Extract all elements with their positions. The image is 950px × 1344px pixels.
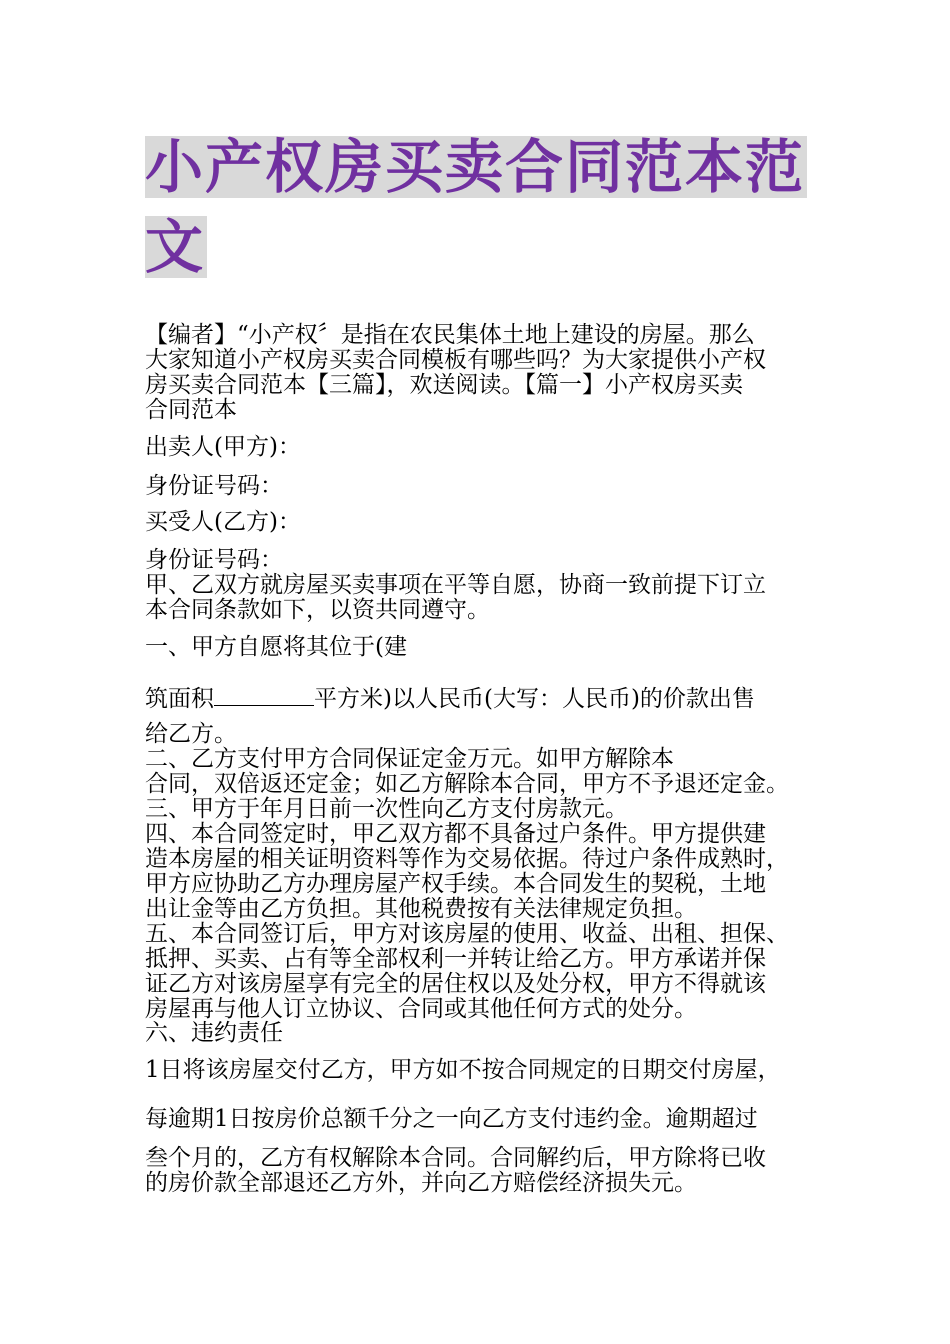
clause-1-suffix: 平方米)以人民币(大写：人民币)的价款出售: [314, 686, 755, 712]
buyer-id-label: 身份证号码：: [145, 547, 283, 573]
clause-1-line-3: 给乙方。: [145, 721, 237, 747]
intro-line-2: 大家知道小产权房买卖合同模板有哪些吗？为大家提供小产权: [145, 347, 766, 373]
title-line-2: 文: [145, 213, 206, 281]
clause-5-line-4: 房屋再与他人订立协议、合同或其他任何方式的处分。: [145, 996, 697, 1022]
clause-4-line-1: 四、本合同签定时，甲乙双方都不具备过户条件。甲方提供建: [145, 821, 766, 847]
buyer-label: 买受人(乙方)：: [145, 509, 301, 535]
clause-1-line-1: 一、甲方自愿将其位于(建: [145, 634, 407, 660]
clause-3: 三、甲方于年月日前一次性向乙方支付房款元。: [145, 796, 628, 822]
preamble-line-1: 甲、乙双方就房屋买卖事项在平等自愿，协商一致前提下订立: [145, 572, 766, 598]
clause-5-line-1: 五、本合同签订后，甲方对该房屋的使用、收益、出租、担保、: [145, 921, 789, 947]
clause-2-line-1: 二、乙方支付甲方合同保证定金万元。如甲方解除本: [145, 746, 674, 772]
seller-label: 出卖人(甲方)：: [145, 434, 301, 460]
clause-6-line-2: 每逾期1日按房价总额千分之一向乙方支付违约金。逾期超过: [145, 1106, 758, 1132]
clause-5-line-3: 证乙方对该房屋享有完全的居住权以及处分权，甲方不得就该: [145, 971, 766, 997]
intro-line-3: 房买卖合同范本【三篇】，欢送阅读。【篇一】小产权房买卖: [145, 372, 743, 398]
document-title: [145, 130, 810, 290]
clause-4-line-3: 甲方应协助乙方办理房屋产权手续。本合同发生的契税，土地: [145, 871, 766, 897]
intro-line-4: 合同范本: [145, 397, 237, 423]
title-line-1: 小产权房买卖合同范本范: [145, 133, 806, 201]
clause-4-line-4: 出让金等由乙方负担。其他税费按有关法律规定负担。: [145, 896, 697, 922]
clause-1-line-2: [145, 685, 755, 712]
clause-6-title: 六、违约责任: [145, 1020, 283, 1046]
clause-4-line-2: 造本房屋的相关证明资料等作为交易依据。待过户条件成熟时，: [145, 846, 789, 872]
intro-line-1: 【编者】“小产权〞是指在农民集体土地上建设的房屋。那么: [145, 322, 755, 348]
clause-6-line-1: 1日将该房屋交付乙方，甲方如不按合同规定的日期交付房屋，: [145, 1057, 781, 1083]
clause-6-line-3: 叁个月的，乙方有权解除本合同。合同解约后，甲方除将已收: [145, 1145, 766, 1171]
area-blank-underline: [214, 685, 314, 706]
seller-id-label: 身份证号码：: [145, 473, 283, 499]
preamble-line-2: 本合同条款如下，以资共同遵守。: [145, 597, 490, 623]
clause-1-prefix: 筑面积: [145, 686, 214, 712]
clause-5-line-2: 抵押、买卖、占有等全部权利一并转让给乙方。甲方承诺并保: [145, 946, 766, 972]
clause-2-line-2: 合同，双倍返还定金；如乙方解除本合同，甲方不予退还定金。: [145, 771, 789, 797]
clause-6-line-4: 的房价款全部退还乙方外，并向乙方赔偿经济损失元。: [145, 1170, 697, 1196]
